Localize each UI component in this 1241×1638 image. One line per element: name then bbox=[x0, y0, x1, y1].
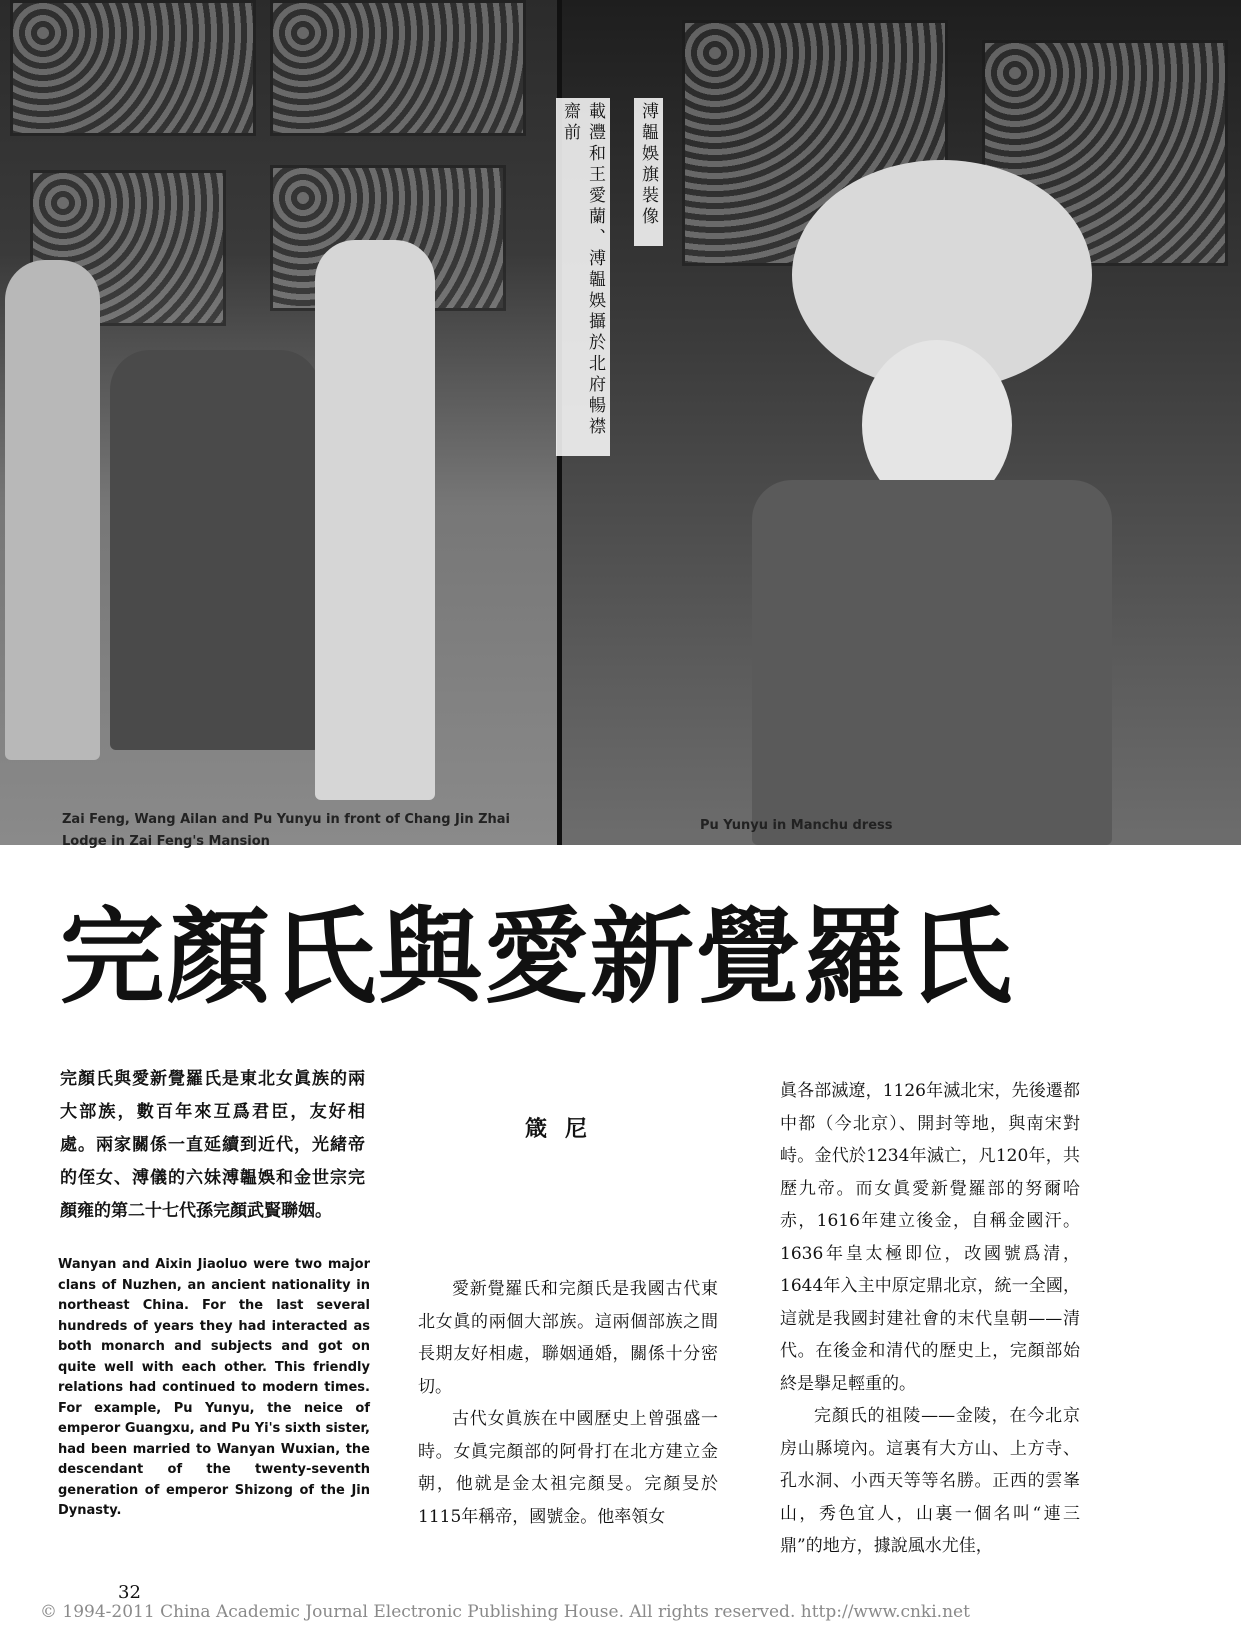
body-paragraph: 眞各部滅遼，1126年滅北宋，先後遷都中都（今北京）、開封等地，與南宋對峙。金代於1234年滅亡，凡120年，共歷九帝。而女眞愛新覺羅部的努爾哈赤，1616年建立後金，自稱金國汗。1636年皇太極即位，改國號爲清，1644年入主中原定鼎北京，統一全國，這就是我國封建社會的末代皇朝——清代。在後金和清代的歷史上，完顏部始終是擧足輕重的。 bbox=[780, 1081, 1080, 1394]
left-photo-caption-zh: 載灃和王愛蘭、溥韞娛攝於北府暢襟齋前 bbox=[556, 98, 610, 456]
body-paragraph: 完顏氏的祖陵——金陵，在今北京房山縣境內。這裏有大方山、上方寺、孔水洞、小西天等等名勝。正西的雲峯山，秀色宜人，山裏一個名叫“連三鼎”的地方，據說風水尤佳， bbox=[780, 1406, 1080, 1556]
standing-woman bbox=[5, 260, 100, 760]
author-name: 箴尼 bbox=[525, 1116, 606, 1142]
window-lattice bbox=[270, 0, 526, 136]
window-lattice bbox=[10, 0, 256, 136]
seated-man bbox=[110, 350, 320, 750]
photo-pu-yunyu-manchu-dress bbox=[562, 0, 1241, 845]
left-photo-caption-en-line1: Zai Feng, Wang Ailan and Pu Yunyu in front of Chang Jin Zhai bbox=[62, 812, 511, 827]
standing-man bbox=[315, 240, 435, 800]
article-title: 完顏氏與愛新覺羅氏 bbox=[60, 895, 1015, 1018]
intro-english: Wanyan and Aixin Jiaoluo were two major clans of Nuzhen, an ancient nationality in northeast China. For the last several hundreds of years they had interacted as both monarch and subjects and got on quite well with each other. This friendly relations had continued to modern times. For example, Pu Yunyu, the neice of emperor Guangxu, and Pu Yi's sixth sister, had been married to Wanyan Wuxian, the descendant of the twenty-seventh generation of emperor Shizong of the Jin Dynasty. bbox=[58, 1257, 370, 1518]
page-number: 32 bbox=[118, 1582, 141, 1603]
body-column-middle bbox=[418, 1273, 718, 1533]
intro-chinese: 完顏氏與愛新覺羅氏是東北女眞族的兩大部族，數百年來互爲君臣，友好相處。兩家關係一直延續到近代，光緒帝的侄女、溥儀的六妹溥韞娛和金世宗完顏雍的第二十七代孫完顏武賢聯姻。 bbox=[60, 1069, 365, 1221]
copyright-notice: © 1994-2011 China Academic Journal Electronic Publishing House. All rights reserved. http://www.cnki.net bbox=[40, 1602, 970, 1622]
body-column-right bbox=[780, 1075, 1080, 1563]
body-paragraph: 古代女眞族在中國歷史上曾强盛一時。女眞完顏部的阿骨打在北方建立金朝，他就是金太祖完顏旻。完顏旻於1115年稱帝，國號金。他率領女 bbox=[418, 1409, 718, 1527]
left-photo-caption-en-line2: Lodge in Zai Feng's Mansion bbox=[62, 834, 270, 849]
photo-zai-feng-group bbox=[0, 0, 557, 845]
right-photo-caption-en: Pu Yunyu in Manchu dress bbox=[700, 818, 893, 833]
manchu-robe bbox=[752, 480, 1112, 845]
body-paragraph: 愛新覺羅氏和完顏氏是我國古代東北女眞的兩個大部族。這兩個部族之間長期友好相處，聯姻通婚，關係十分密切。 bbox=[418, 1279, 718, 1397]
right-photo-caption-zh: 溥韞娛旗裝像 bbox=[634, 98, 663, 246]
